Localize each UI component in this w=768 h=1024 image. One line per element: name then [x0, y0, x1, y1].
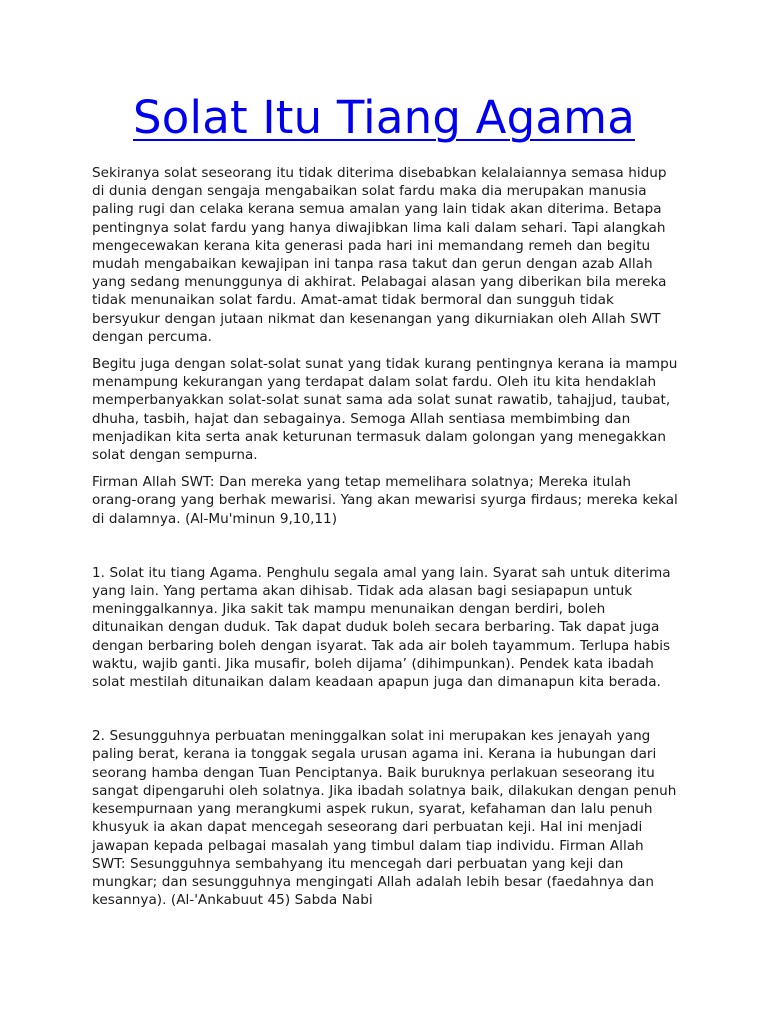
paragraph-spacer	[92, 346, 680, 355]
paragraph-sunat: Begitu juga dengan solat-solat sunat yang tidak kurang pentingnya kerana ia mampu menampung kekurangan yang terdapat dalam solat fardu. Oleh itu kita hendaklah memperbanyakkan solat-solat sunat sama ada solat sunat rawatib, tahajjud, taubat, dhuha, tasbih, hajat dan sebagainya. Semoga Allah sentiasa membimbing dan menjadikan kita serta anak keturunan termasuk dalam golongan yang menegakkan solat dengan sempurna.	[92, 356, 678, 464]
paragraph-spacer	[92, 528, 680, 564]
paragraph-intro: Sekiranya solat seseorang itu tidak diterima disebabkan kelalaiannya semasa hidup di dunia dengan sengaja mengabaikan solat fardu maka dia merupakan manusia paling rugi dan celaka kerana semua amalan yang lain tidak akan diterima. Betapa pentingnya solat fardu yang hanya diwajibkan lima kali dalam sehari. Tapi alangkah mengecewakan kerana kita generasi pada hari ini memandang remeh dan begitu mudah mengabaikan kewajipan ini tanpa rasa takut dan gerun dengan azab Allah yang sedang menunggunya di akhirat. Pelabagai alasan yang diberikan bila mereka tidak menunaikan solat fardu. Amat-amat tidak bermoral dan sungguh tidak bersyukur dengan jutaan nikmat dan kesenangan yang dikurniakan oleh Allah SWT dengan percuma.	[92, 165, 667, 345]
page-title[interactable]: Solat Itu Tiang Agama	[133, 91, 635, 144]
paragraph-point-1: 1. Solat itu tiang Agama. Penghulu segala amal yang lain. Syarat sah untuk diterima yang lain. Yang pertama akan dihisab. Tidak ada alasan bagi sesiapapun untuk meninggalkannya. Jika sakit tak mampu menunaikan dengan berdiri, boleh ditunaikan dengan duduk. Tak dapat duduk boleh secara berbaring. Tak dapat juga dengan berbaring boleh dengan isyarat. Tak ada air boleh tayammum. Terlupa habis waktu, wajib ganti. Jika musafir, boleh dijama’ (dihimpunkan). Pendek kata ibadah solat mestilah ditunaikan dalam keadaan apapun juga dan dimanapun kita berada.	[92, 564, 671, 691]
document-body	[92, 164, 680, 909]
paragraph-spacer	[92, 464, 680, 473]
paragraph-firman: Firman Allah SWT: Dan mereka yang tetap memelihara solatnya; Mereka itulah orang-orang yang berhak mewarisi. Yang akan mewarisi syurga firdaus; mereka kekal di dalamnya. (Al-Mu'minun 9,10,11)	[92, 474, 678, 527]
paragraph-point-2: 2. Sesungguhnya perbuatan meninggalkan solat ini merupakan kes jenayah yang paling berat, kerana ia tonggak segala urusan agama ini. Kerana ia hubungan dari seorang hamba dengan Tuan Penciptanya. Baik buruknya perlakuan seseorang itu sangat dipengaruhi oleh solatnya. Jika ibadah solatnya baik, dilakukan dengan penuh kesempurnaan yang merangkumi aspek rukun, syarat, kefahaman dan lalu penuh khusyuk ia akan dapat mencegah seseorang dari perbuatan keji. Hal ini menjadi jawapan kepada pelbagai masalah yang timbul dalam tiap individu. Firman Allah SWT: Sesungguhnya sembahyang itu mencegah dari perbuatan yang keji dan mungkar; dan sesungguhnya mengingati Allah adalah lebih besar (faedahnya dan kesannya). (Al-'Ankabuut 45) Sabda Nabi	[92, 728, 677, 909]
paragraph-spacer	[92, 691, 680, 727]
